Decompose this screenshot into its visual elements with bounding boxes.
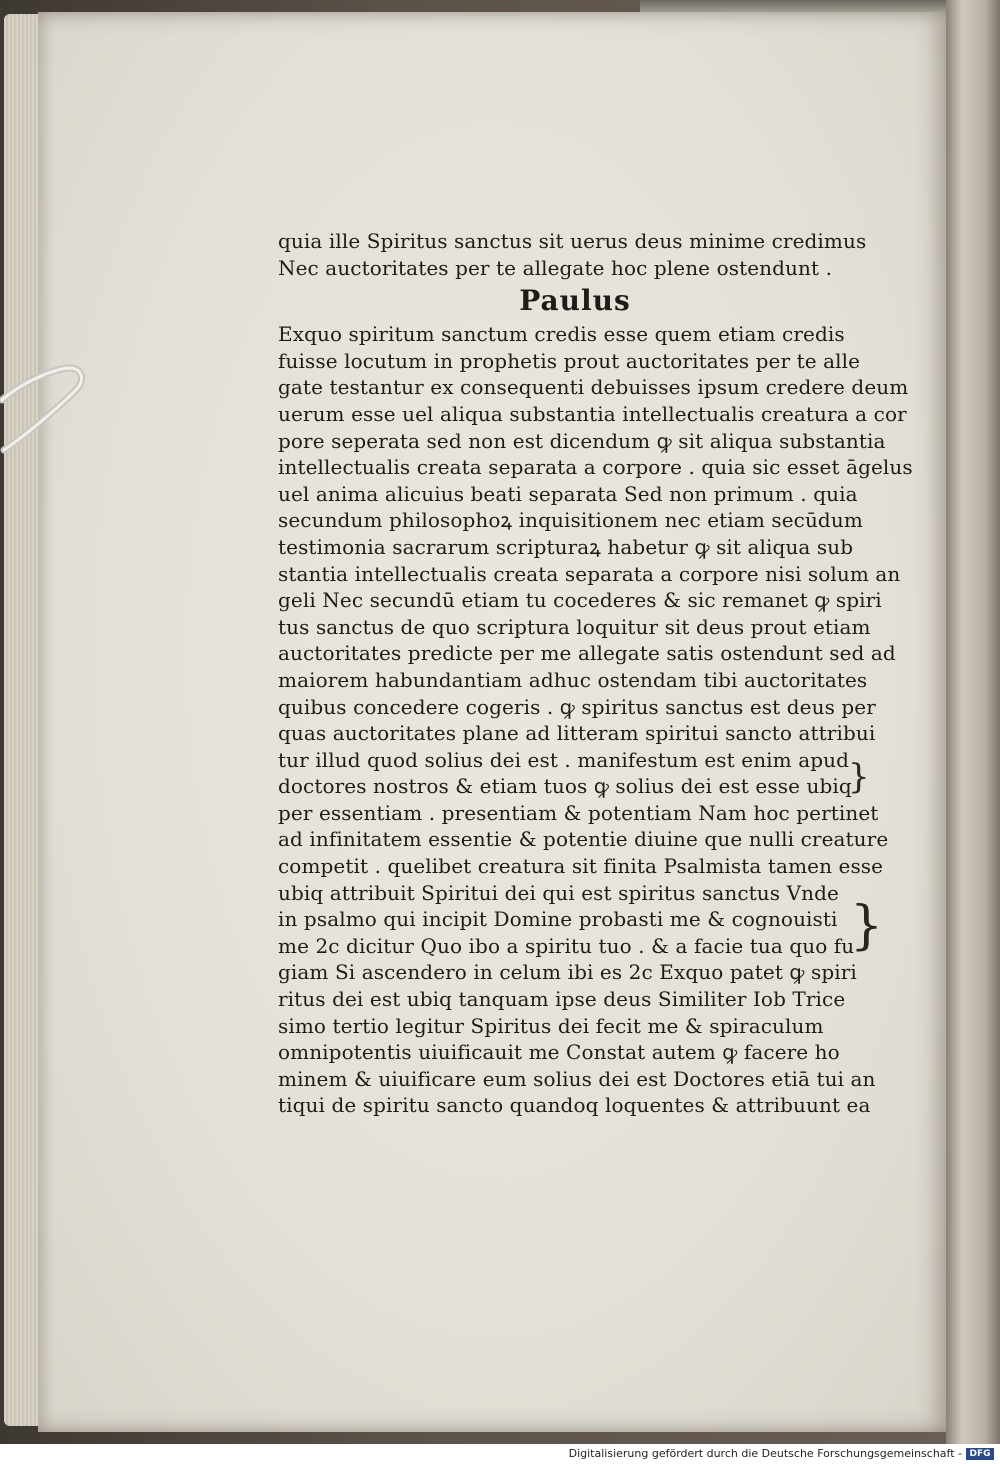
footer-credit: Digitalisierung gefördert durch die Deutsche Forschungsgemeinschaft - (568, 1447, 962, 1460)
text-line: quas auctoritates plane ad litteram spiritui sancto attribui (278, 721, 876, 746)
text-line: fuisse locutum in prophetis prout auctoritates per te alle (278, 348, 861, 373)
book-right-edge (946, 0, 1000, 1444)
text-line: simo tertio legitur Spiritus dei fecit me & spiraculum (278, 1013, 824, 1038)
text-line: tur illud quod solius dei est . manifestum est enim apud (278, 747, 849, 772)
text-line: geli Nec secundū etiam tu cocederes & sic remanet ꝙ spiri (278, 588, 882, 613)
text-line: me 2c dicitur Quo ibo a spiritu tuo . & a facie tua quo fu (278, 933, 855, 958)
text-line: stantia intellectualis creata separata a corpore nisi solum an (278, 561, 901, 586)
text-line: ubiq attribuit Spiritui dei qui est spiritus sanctus Vnde (278, 880, 839, 905)
text-line: tiqui de spiritu sancto quandoq loquentes & attribuunt ea (278, 1093, 871, 1118)
text-column (278, 228, 913, 1119)
text-line: uerum esse uel aliqua substantia intellectualis creatura a cor (278, 401, 907, 426)
section-heading: Paulus (519, 284, 631, 318)
text-line: quia ille Spiritus sanctus sit uerus deus minime credimus (278, 229, 867, 253)
text-line: Nec auctoritates per te allegate hoc plene ostendunt . (278, 255, 833, 280)
text-line: doctores nostros & etiam tuos ꝙ solius dei est esse ubiq (278, 774, 852, 799)
text-line: ad infinitatem essentie & potentie diuine que nulli creature (278, 827, 889, 852)
footer-bar (0, 1444, 1000, 1464)
text-line: minem & uiuificare eum solius dei est Doctores etiā tui an (278, 1066, 876, 1091)
text-line: Exquo spiritum sanctum credis esse quem etiam credis (278, 322, 845, 347)
text-line: competit . quelibet creatura sit finita Psalmista tamen esse (278, 854, 884, 879)
text-line: quibus concedere cogeris . ꝙ spiritus sanctus est deus per (278, 694, 876, 719)
text-line: pore seperata sed non est dicendum ꝙ sit aliqua substantia (278, 428, 886, 453)
text-line: tus sanctus de quo scriptura loquitur sit deus prout etiam (278, 614, 871, 639)
text-line: ritus dei est ubiq tanquam ipse deus Similiter Iob Trice (278, 987, 846, 1012)
text-line: testimonia sacrarum scripturaꝝ habetur ꝙ sit aliqua sub (278, 534, 854, 559)
text-line: intellectualis creata separata a corpore . quia sic esset āgelus (278, 455, 913, 480)
text-line: gate testantur ex consequenti debuisses ipsum credere deum (278, 375, 909, 400)
text-line: auctoritates predicte per me allegate satis ostendunt sed ad (278, 641, 896, 666)
text-line: omnipotentis uiuificauit me Constat autem ꝙ facere ho (278, 1040, 840, 1065)
paper-clip-icon (0, 362, 86, 458)
text-line: in psalmo qui incipit Domine probasti me & cognouisti (278, 907, 838, 932)
text-line: secundum philosophoꝝ inquisitionem nec etiam secūdum (278, 508, 863, 533)
margin-mark: } (848, 757, 870, 797)
text-line: maiorem habundantiam adhuc ostendam tibi auctoritates (278, 667, 868, 692)
text-line: per essentiam . presentiam & potentiam Nam hoc pertinet (278, 800, 879, 825)
margin-mark: } (850, 896, 884, 956)
dfg-logo-icon: DFG (966, 1448, 994, 1460)
text-line: giam Si ascendero in celum ibi es 2c Exquo patet ꝙ spiri (278, 960, 857, 985)
text-line: uel anima alicuius beati separata Sed non primum . quia (278, 481, 858, 506)
